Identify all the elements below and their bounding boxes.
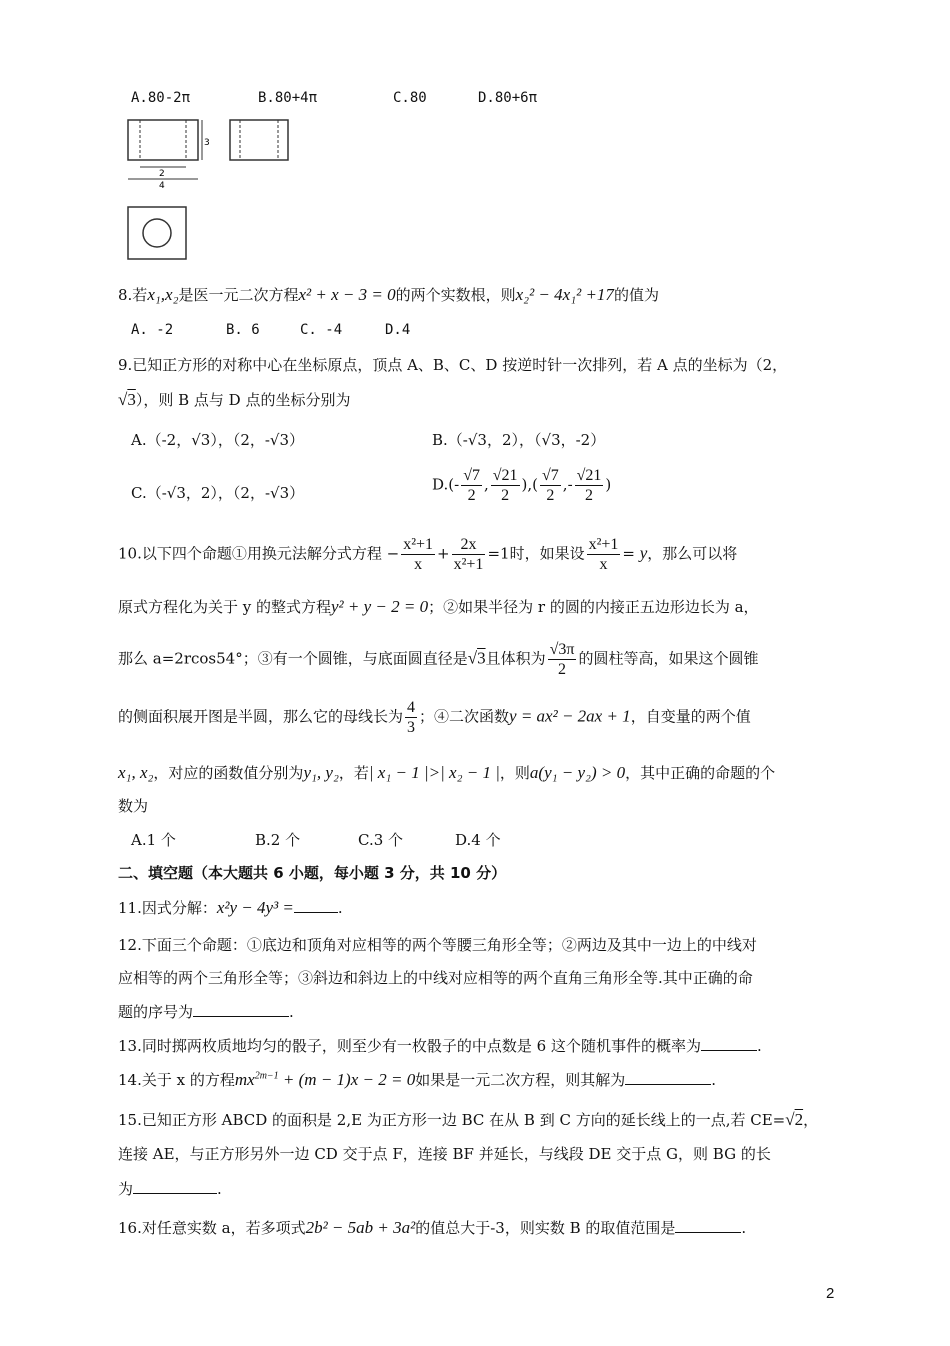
page-number: 2 [826, 1285, 835, 1302]
dim-inner-label: 2 [159, 169, 165, 179]
q9-option-c: C.（-√3，2），（2，-√3） [131, 484, 305, 502]
q8-option-c: C. -4 [300, 322, 343, 338]
question-12-line1: 12.下面三个命题：①底边和顶角对应相等的两个等腰三角形全等；②两边及其中一边上的中线对 [118, 936, 757, 954]
question-13: 13.同时掷两枚质地均匀的骰子，则至少有一枚骰子的中点数是 6 这个随机事件的概率为 . [118, 1037, 762, 1055]
top-view [128, 207, 186, 259]
question-16: 16.对任意实数 a，若多项式2b² − 5ab + 3a²的值总大于-3，则实数 B 的取值范围是 . [118, 1218, 747, 1237]
q8-option-b: B. 6 [226, 322, 260, 338]
q7-option-a: A.80-2π [131, 90, 191, 106]
dim-height-label: 3 [204, 138, 210, 148]
side-view [230, 120, 288, 160]
q9-option-b: B.（-√3，2），（√3，-2） [432, 431, 606, 449]
front-view [128, 120, 198, 160]
question-11: 11.因式分解：x²y − 4y³ = . [118, 898, 343, 917]
q10-option-a: A.1 个 [131, 831, 176, 849]
question-15-line3: 为 . [118, 1180, 222, 1198]
q10-option-b: B.2 个 [255, 831, 301, 849]
question-10-line1: 10.以下四个命题①用换元法解分式方程 − $\frac{\text{x²+1}}{x}$ + $\frac{2x}{\text{x²+1}}$ =1时，如果设 $\frac{\text{x²+1}}{x}$ = y，那么可以将 [118, 536, 738, 574]
question-10-line4: 的侧面积展开图是半圆，那么它的母线长为 $\frac{4}{3}$ ；④二次函数y = ax² − 2ax + 1，自变量的两个值 [118, 699, 751, 737]
question-12-line2: 应相等的两个三角形全等；③斜边和斜边上的中线对应相等的两个直角三角形全等.其中正确的命 [118, 969, 753, 987]
q10-option-d: D.4 个 [455, 831, 501, 849]
question-10-line6: 数为 [118, 797, 149, 815]
question-14: 14.关于 x 的方程$mx^{2m-1} + (m - 1)x - 2 = 0$如果是一元二次方程，则其解为 . [118, 1070, 716, 1089]
section-2-heading: 二、填空题（本大题共 6 小题，每小题 3 分，共 10 分） [118, 864, 507, 882]
q9-option-d: D.(- $\frac{√7}{2}$ , $\frac{√21}{2}$ ),( $\frac{√7}{2}$ ,- $\frac{√21}{2}$ ) [432, 467, 612, 505]
question-10-line3: 那么 a=2rcos54°；③有一个圆锥，与底面圆直径是√3且体积为 $\frac{√3\pi}{2}$ 的圆柱等高，如果这个圆锥 [118, 641, 759, 679]
question-9-line1: 9.已知正方形的对称中心在坐标原点，顶点 A、B、C、D 按逆时针一次排列，若 A 点的坐标为（2， [118, 356, 788, 374]
q7-option-d: D.80+6π [478, 90, 538, 106]
q7-option-c: C.80 [393, 90, 427, 106]
q7-option-b: B.80+4π [258, 90, 318, 106]
three-view-figure [120, 115, 300, 265]
question-10-line5: x₁, x₂，对应的函数值分别为y₁, y₂，若| x₁ − 1 |>| x₂ − 1 |，则a(y₁ − y₂) > 0，其中正确的命题的个 [118, 763, 776, 782]
dim-outer-label: 4 [159, 181, 165, 191]
q8-option-a: A. -2 [131, 322, 174, 338]
question-8: 8.若x₁,x₂是医一元二次方程x² + x − 3 = 0的两个实数根，则x₂² − 4x₁² +17的值为 [118, 285, 659, 304]
q10-option-c: C.3 个 [358, 831, 404, 849]
q9-option-a: A.（-2，√3），（2，-√3） [131, 431, 305, 449]
question-15-line1: 15.已知正方形 ABCD 的面积是 2,E 为正方形一边 BC 在从 B 到 C 方向的延长线上的一点,若 CE=√2， [118, 1110, 819, 1129]
question-9-line2: √3），则 B 点与 D 点的坐标分别为 [118, 390, 351, 409]
question-15-line2: 连接 AE，与正方形另外一边 CD 交于点 F，连接 BF 并延长，与线段 DE 交于点 G，则 BG 的长 [118, 1145, 771, 1163]
question-12-line3: 题的序号为 . [118, 1003, 294, 1021]
q8-option-d: D.4 [385, 322, 411, 338]
question-10-line2: 原式方程化为关于 y 的整式方程y² + y − 2 = 0；②如果半径为 r 的圆的内接正五边形边长为 a， [118, 597, 759, 616]
